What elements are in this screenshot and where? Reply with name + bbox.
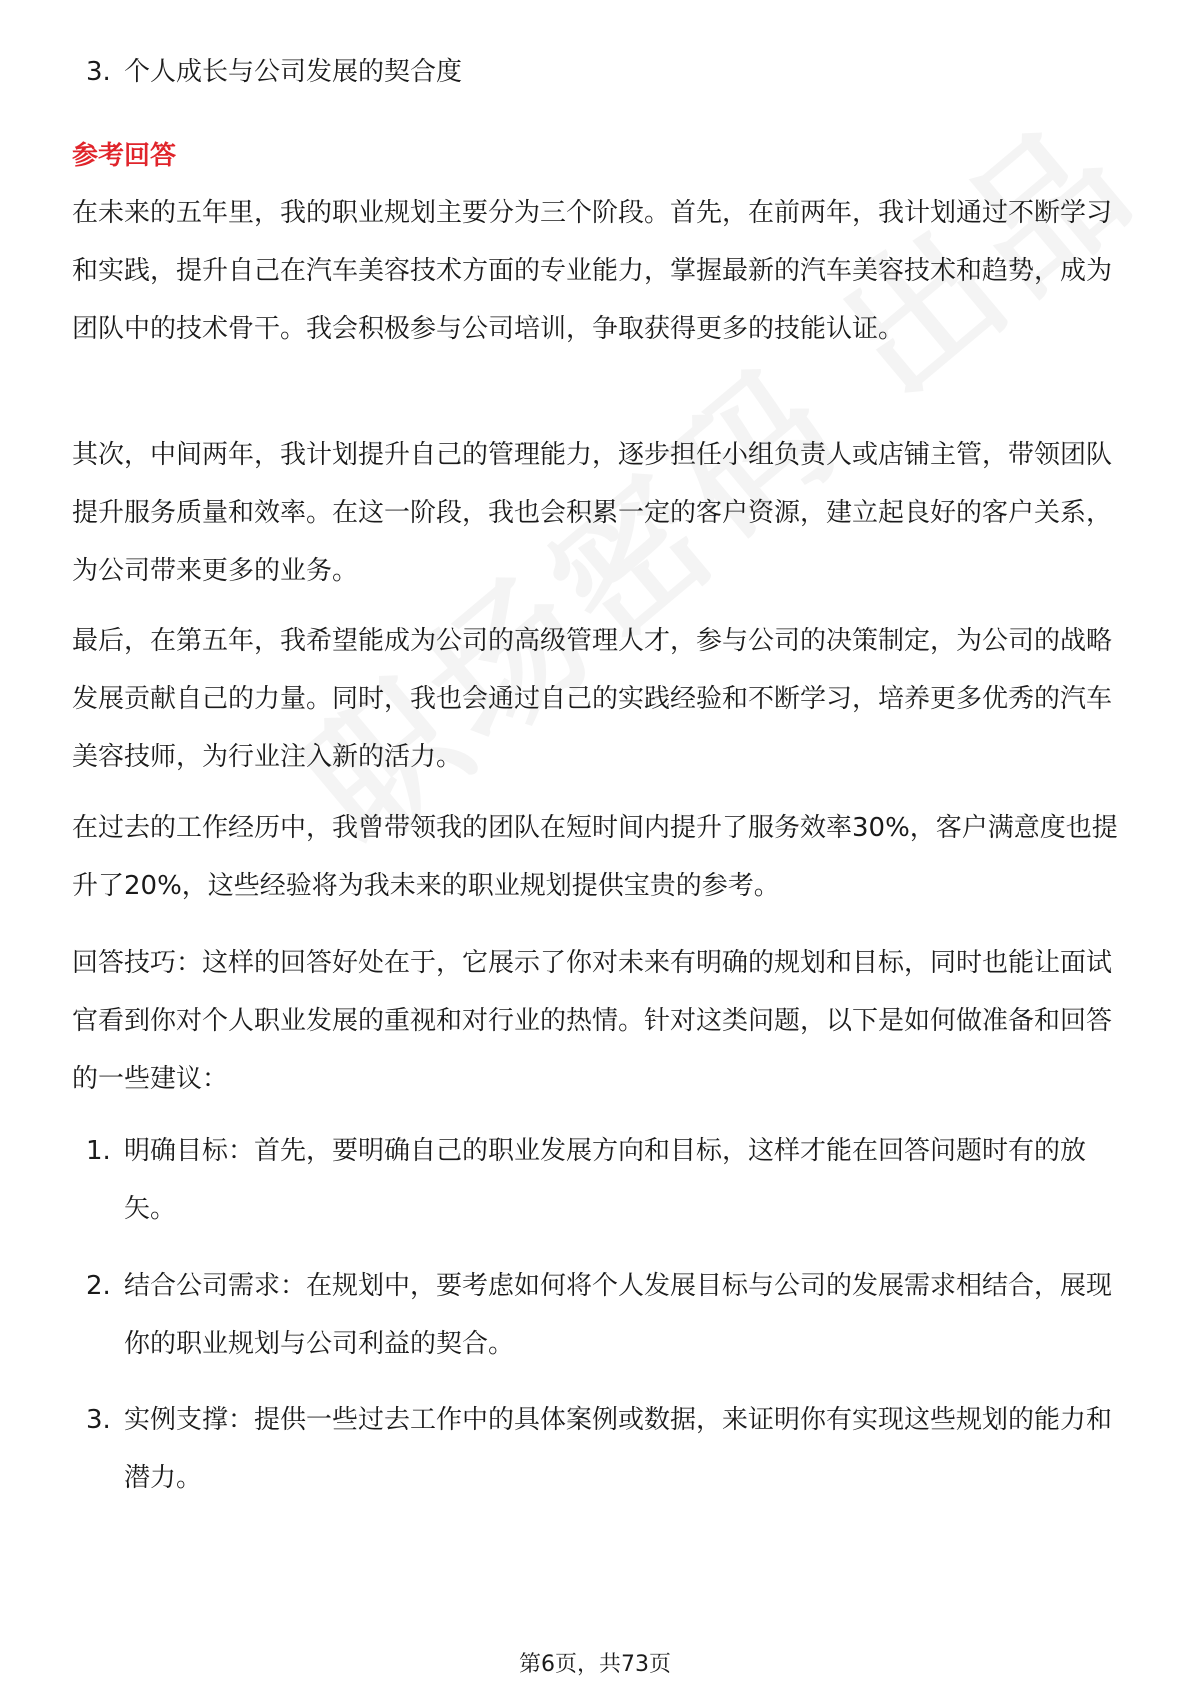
- list-text: 实例支撑：提供一些过去工作中的具体案例或数据，来证明你有实现这些规划的能力和潜力。: [124, 1405, 1113, 1493]
- paragraph-1: 在未来的五年里，我的职业规划主要分为三个阶段。首先，在前两年，我计划通过不断学习和实践，提升自己在汽车美容技术方面的专业能力，掌握最新的汽车美容技术和趋势，成为团队中的技术骨干。我会积极参与公司培训，争取获得更多的技能认证。: [72, 198, 1113, 344]
- paragraph-4: 在过去的工作经历中，我曾带领我的团队在短时间内提升了服务效率30%，客户满意度也提升了20%，这些经验将为我未来的职业规划提供宝贵的参考。: [72, 813, 1118, 901]
- tip-item-3: [86, 1391, 1126, 1507]
- page-footer: 第6页，共73页: [519, 1652, 671, 1677]
- list-text: 结合公司需求：在规划中，要考虑如何将个人发展目标与公司的发展需求相结合，展现你的职业规划与公司利益的契合。: [124, 1271, 1113, 1359]
- paragraph-2: 其次，中间两年，我计划提升自己的管理能力，逐步担任小组负责人或店铺主管，带领团队提升服务质量和效率。在这一阶段，我也会积累一定的客户资源，建立起良好的客户关系，为公司带来更多的业务。: [72, 440, 1113, 586]
- list-number: 1.: [86, 1136, 111, 1166]
- list-number: 3.: [86, 1405, 111, 1435]
- answer-heading: 参考回答: [72, 141, 177, 171]
- paragraph-3: 最后，在第五年，我希望能成为公司的高级管理人才，参与公司的决策制定，为公司的战略发展贡献自己的力量。同时，我也会通过自己的实践经验和不断学习，培养更多优秀的汽车美容技师，为行业注入新的活力。: [72, 626, 1113, 772]
- list-text: 明确目标：首先，要明确自己的职业发展方向和目标，这样才能在回答问题时有的放矢。: [124, 1136, 1087, 1224]
- paragraph-tips-intro: 回答技巧：这样的回答好处在于，它展示了你对未来有明确的规划和目标，同时也能让面试官看到你对个人职业发展的重视和对行业的热情。针对这类问题，以下是如何做准备和回答的一些建议：: [72, 948, 1113, 1094]
- list-number: 3.: [86, 57, 111, 87]
- tip-item-2: [86, 1257, 1126, 1373]
- list-text: 个人成长与公司发展的契合度: [124, 57, 463, 87]
- list-item-top: [86, 43, 1126, 101]
- list-number: 2.: [86, 1271, 111, 1301]
- tip-item-1: [86, 1122, 1126, 1238]
